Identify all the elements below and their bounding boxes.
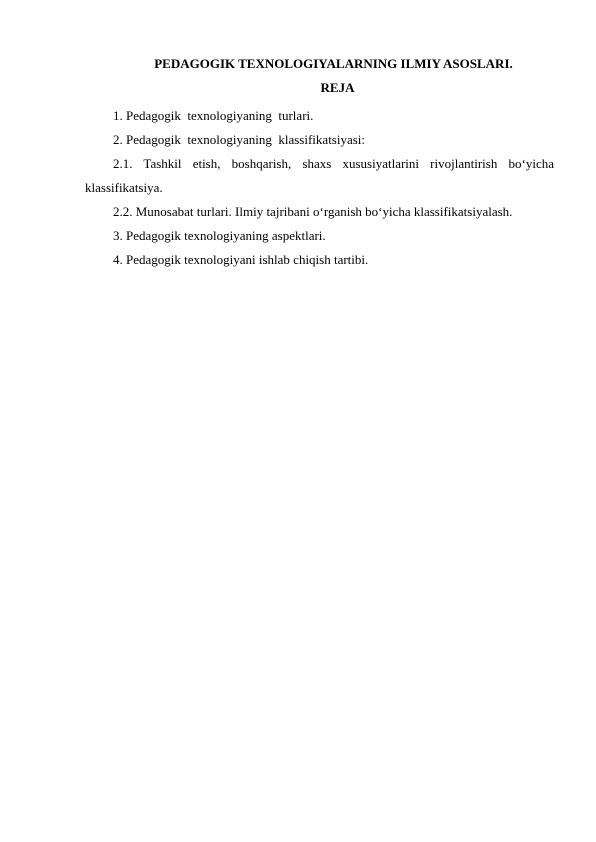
plan-item-1: 1. Pedagogik texnologiyaning turlari. <box>113 108 314 123</box>
plan-item-2-1: 2.1. Tashkil etish, boshqarish, shaxs xususiyatlarini rivojlantirish bo‘yicha klassifikatsiya. <box>85 156 554 195</box>
plan-item-4: 4. Pedagogik texnologiyani ishlab chiqish tartibi. <box>113 252 369 267</box>
document-title: PEDAGOGIK TEXNOLOGIYALARNING ILMIY ASOSLARI. <box>154 56 513 71</box>
plan-item-2: 2. Pedagogik texnologiyaning klassifikatsiyasi: <box>113 132 366 147</box>
plan-item-3: 3. Pedagogik texnologiyaning aspektlari. <box>113 228 326 243</box>
plan-list <box>85 104 554 272</box>
plan-heading: REJA <box>320 80 355 95</box>
plan-item-2-2: 2.2. Munosabat turlari. Ilmiy tajribani o‘rganish bo‘yicha klassifikatsiyalash. <box>113 204 513 219</box>
